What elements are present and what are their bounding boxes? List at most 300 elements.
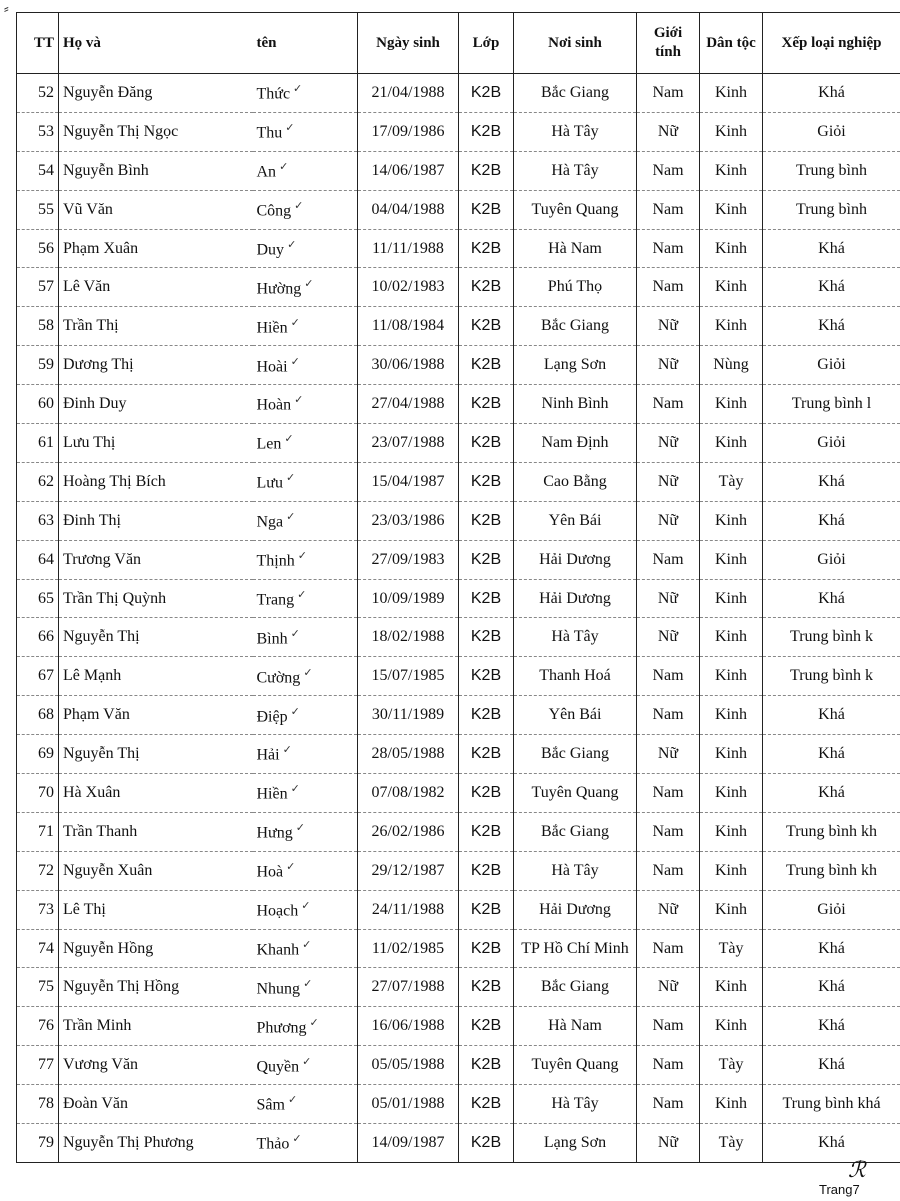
cell-dan-toc-text: Kinh	[715, 822, 747, 840]
cell-ho-text: Trương Văn	[63, 550, 142, 568]
table-row	[17, 229, 900, 268]
cell-ten	[253, 268, 358, 307]
cell-ngay-sinh	[358, 346, 459, 385]
cell-xep-loai-text: Khá	[818, 1056, 845, 1074]
cell-noi-sinh-text: Bắc Giang	[541, 822, 609, 840]
cell-dan-toc-text: Kinh	[715, 1017, 747, 1035]
cell-ho-text: Nguyễn Bình	[63, 161, 149, 179]
cell-noi-sinh	[514, 540, 637, 579]
table-row	[17, 657, 900, 696]
cell-stt-text: 61	[38, 433, 54, 451]
cell-noi-sinh	[514, 618, 637, 657]
cell-xep-loai-text: Trung bình k	[790, 667, 873, 685]
cell-ngay-sinh	[358, 851, 459, 890]
cell-ngay-sinh	[358, 618, 459, 657]
cell-xep-loai	[763, 812, 900, 851]
table-row	[17, 696, 900, 735]
cell-ngay-sinh-text: 11/02/1985	[371, 939, 445, 957]
cell-stt	[17, 501, 59, 540]
cell-xep-loai-text: Khá	[818, 278, 845, 296]
cell-stt	[17, 929, 59, 968]
cell-ngay-sinh	[358, 657, 459, 696]
cell-dan-toc	[700, 1124, 763, 1163]
cell-xep-loai-text: Trung bình k	[790, 628, 873, 646]
cell-xep-loai-text: Khá	[818, 1017, 845, 1035]
cell-stt	[17, 1124, 59, 1163]
cell-lop-text: K2B	[470, 278, 502, 296]
cell-gioi-tinh-text: Nam	[652, 1017, 684, 1035]
cell-noi-sinh-text: Bắc Giang	[541, 745, 609, 763]
cell-gioi-tinh-text: Nữ	[657, 745, 679, 763]
table-row	[17, 851, 900, 890]
cell-ten-text: Hải	[256, 746, 280, 764]
cell-ten	[253, 968, 358, 1007]
cell-dan-toc	[700, 929, 763, 968]
cell-xep-loai-text: Khá	[818, 511, 845, 529]
cell-stt-text: 65	[38, 589, 54, 607]
cell-ten	[253, 385, 358, 424]
cell-dan-toc-text: Tày	[718, 472, 744, 490]
check-mark-icon: ✓	[285, 471, 296, 485]
cell-dan-toc-text: Kinh	[715, 122, 747, 140]
check-mark-icon: ✓	[297, 587, 307, 601]
cell-ngay-sinh	[358, 268, 459, 307]
cell-noi-sinh	[514, 735, 637, 774]
cell-noi-sinh-text: Lạng Sơn	[543, 356, 607, 374]
cell-lop	[459, 74, 514, 113]
cell-lop-text: K2B	[470, 822, 502, 840]
cell-stt-text: 53	[38, 122, 54, 140]
cell-lop-text: K2B	[470, 200, 502, 218]
cell-xep-loai	[763, 268, 900, 307]
cell-dan-toc-text: Kinh	[715, 900, 747, 918]
cell-xep-loai	[763, 618, 900, 657]
cell-gioi-tinh	[637, 696, 700, 735]
cell-xep-loai-text: Khá	[818, 589, 845, 607]
header-ten: tên	[253, 13, 358, 74]
cell-xep-loai	[763, 501, 900, 540]
cell-dan-toc	[700, 74, 763, 113]
cell-ngay-sinh	[358, 190, 459, 229]
cell-noi-sinh-text: Hải Dương	[539, 550, 611, 568]
cell-ho	[59, 890, 253, 929]
cell-ten	[253, 735, 358, 774]
check-mark-icon: ✓	[294, 393, 304, 407]
cell-lop-text: K2B	[470, 511, 502, 529]
cell-lop-text: K2B	[470, 433, 502, 451]
cell-dan-toc	[700, 657, 763, 696]
cell-xep-loai	[763, 579, 900, 618]
cell-ten-text: Sâm	[256, 1096, 285, 1114]
student-roster-table	[16, 12, 900, 1163]
scan-artifact-mark: ⸗	[4, 1, 9, 17]
check-mark-icon: ✓	[284, 432, 294, 446]
cell-dan-toc-text: Tày	[718, 1133, 744, 1151]
cell-xep-loai-text: Khá	[818, 317, 845, 335]
cell-gioi-tinh	[637, 346, 700, 385]
cell-ten	[253, 112, 358, 151]
cell-lop	[459, 424, 514, 463]
header-ngay-sinh: Ngày sinh	[358, 13, 459, 74]
cell-ho-text: Dương Thị	[63, 356, 134, 374]
cell-noi-sinh-text: Phú Thọ	[547, 278, 603, 296]
cell-lop-text: K2B	[470, 589, 502, 607]
cell-ho-text: Vương Văn	[63, 1056, 139, 1074]
cell-stt	[17, 618, 59, 657]
cell-stt	[17, 268, 59, 307]
cell-ngay-sinh	[358, 774, 459, 813]
cell-ten	[253, 579, 358, 618]
cell-dan-toc	[700, 735, 763, 774]
cell-gioi-tinh	[637, 424, 700, 463]
header-ho: Họ và	[59, 13, 253, 74]
table-row	[17, 812, 900, 851]
cell-noi-sinh	[514, 346, 637, 385]
cell-dan-toc-text: Kinh	[715, 1095, 747, 1113]
cell-lop-text: K2B	[470, 628, 502, 646]
cell-gioi-tinh-text: Nữ	[657, 356, 679, 374]
cell-gioi-tinh-text: Nam	[652, 83, 684, 101]
cell-stt	[17, 968, 59, 1007]
cell-xep-loai-text: Trung bình khá	[782, 1095, 881, 1113]
cell-xep-loai	[763, 229, 900, 268]
cell-dan-toc-text: Kinh	[715, 511, 747, 529]
cell-xep-loai-text: Giỏi	[817, 122, 846, 140]
cell-stt-text: 75	[38, 978, 54, 996]
cell-ngay-sinh-text: 11/08/1984	[371, 317, 445, 335]
cell-ho-text: Trần Thị Quỳnh	[63, 589, 167, 607]
cell-ho	[59, 774, 253, 813]
cell-ho-text: Lê Mạnh	[63, 667, 122, 685]
cell-gioi-tinh	[637, 462, 700, 501]
cell-ngay-sinh	[358, 579, 459, 618]
cell-dan-toc-text: Kinh	[715, 317, 747, 335]
cell-ten-text: Nhung	[256, 980, 301, 998]
cell-noi-sinh	[514, 968, 637, 1007]
cell-xep-loai-text: Trung bình kh	[786, 822, 877, 840]
page-number: Trang7	[819, 1182, 860, 1197]
cell-lop	[459, 696, 514, 735]
table-row	[17, 424, 900, 463]
cell-gioi-tinh	[637, 1007, 700, 1046]
cell-ngay-sinh	[358, 229, 459, 268]
check-mark-icon: ✓	[282, 743, 292, 757]
check-mark-icon: ✓	[285, 121, 295, 135]
cell-ten	[253, 812, 358, 851]
cell-gioi-tinh	[637, 112, 700, 151]
table-row	[17, 268, 900, 307]
cell-ngay-sinh	[358, 501, 459, 540]
cell-ten-text: Hường	[256, 280, 302, 298]
cell-ten-text: Thịnh	[256, 552, 295, 570]
cell-ngay-sinh	[358, 462, 459, 501]
cell-ho	[59, 385, 253, 424]
cell-gioi-tinh	[637, 735, 700, 774]
cell-gioi-tinh-text: Nam	[652, 783, 684, 801]
cell-xep-loai	[763, 424, 900, 463]
cell-ngay-sinh-text: 27/07/1988	[371, 978, 445, 996]
cell-noi-sinh-text: Thanh Hoá	[539, 667, 611, 685]
cell-xep-loai-text: Giỏi	[817, 356, 846, 374]
cell-gioi-tinh	[637, 501, 700, 540]
cell-stt-text: 73	[38, 900, 54, 918]
check-mark-icon: ✓	[302, 1054, 312, 1068]
cell-stt	[17, 1007, 59, 1046]
cell-ho-text: Trần Thị	[63, 317, 119, 335]
cell-xep-loai	[763, 307, 900, 346]
cell-ten-text: Lưu	[256, 474, 283, 492]
cell-stt-text: 56	[38, 239, 54, 257]
cell-ngay-sinh-text: 29/12/1987	[371, 861, 445, 879]
cell-dan-toc-text: Kinh	[715, 278, 747, 296]
check-mark-icon: ✓	[304, 276, 314, 290]
table-row	[17, 579, 900, 618]
handwritten-initial: ℛ	[848, 1158, 866, 1183]
cell-stt-text: 58	[38, 317, 54, 335]
cell-lop	[459, 112, 514, 151]
cell-dan-toc	[700, 618, 763, 657]
cell-stt-text: 72	[38, 861, 54, 879]
cell-dan-toc	[700, 540, 763, 579]
cell-dan-toc	[700, 151, 763, 190]
cell-noi-sinh-text: TP Hồ Chí Minh	[521, 939, 629, 957]
cell-ho-text: Nguyễn Thị	[63, 745, 140, 763]
check-mark-icon: ✓	[290, 782, 300, 796]
cell-lop	[459, 890, 514, 929]
cell-lop	[459, 1124, 514, 1163]
cell-ho-text: Lê Văn	[63, 278, 111, 296]
cell-stt-text: 77	[38, 1056, 54, 1074]
cell-ho	[59, 540, 253, 579]
cell-lop-text: K2B	[470, 472, 502, 490]
cell-ngay-sinh	[358, 74, 459, 113]
cell-noi-sinh-text: Hà Tây	[551, 861, 599, 879]
cell-ten-text: Hưng	[256, 824, 293, 842]
cell-noi-sinh	[514, 696, 637, 735]
table-row	[17, 540, 900, 579]
cell-ho	[59, 229, 253, 268]
cell-stt	[17, 851, 59, 890]
cell-ho	[59, 812, 253, 851]
cell-gioi-tinh-text: Nam	[652, 667, 684, 685]
cell-noi-sinh	[514, 657, 637, 696]
cell-xep-loai	[763, 112, 900, 151]
cell-noi-sinh-text: Bắc Giang	[541, 978, 609, 996]
cell-gioi-tinh-text: Nữ	[657, 900, 679, 918]
cell-stt-text: 55	[38, 200, 54, 218]
cell-ten-text: Hoàn	[256, 396, 292, 414]
cell-ho	[59, 424, 253, 463]
header-noi-sinh: Nơi sinh	[514, 13, 637, 74]
table-header-row	[17, 13, 900, 74]
cell-stt-text: 54	[38, 161, 54, 179]
cell-noi-sinh	[514, 501, 637, 540]
cell-ten	[253, 696, 358, 735]
cell-xep-loai-text: Khá	[818, 783, 845, 801]
cell-ten	[253, 929, 358, 968]
cell-ho	[59, 268, 253, 307]
cell-ho-text: Hoàng Thị Bích	[63, 472, 166, 490]
cell-xep-loai-text: Giỏi	[817, 433, 846, 451]
cell-lop-text: K2B	[470, 161, 502, 179]
cell-xep-loai-text: Khá	[818, 1133, 845, 1151]
cell-ten	[253, 851, 358, 890]
cell-lop-text: K2B	[470, 745, 502, 763]
cell-xep-loai	[763, 346, 900, 385]
cell-dan-toc	[700, 696, 763, 735]
cell-ngay-sinh-text: 27/09/1983	[371, 550, 445, 568]
cell-ngay-sinh-text: 30/11/1989	[371, 706, 445, 724]
cell-ten	[253, 774, 358, 813]
cell-gioi-tinh	[637, 229, 700, 268]
cell-noi-sinh-text: Hà Tây	[551, 122, 599, 140]
cell-noi-sinh	[514, 462, 637, 501]
cell-ho-text: Phạm Văn	[63, 706, 130, 724]
cell-dan-toc	[700, 1085, 763, 1124]
cell-xep-loai	[763, 890, 900, 929]
table-row	[17, 385, 900, 424]
cell-noi-sinh	[514, 1124, 637, 1163]
cell-ho-text: Lê Thị	[63, 900, 106, 918]
cell-stt-text: 52	[38, 83, 54, 101]
cell-lop	[459, 812, 514, 851]
table-row	[17, 618, 900, 657]
cell-noi-sinh	[514, 268, 637, 307]
cell-dan-toc-text: Kinh	[715, 978, 747, 996]
cell-ngay-sinh	[358, 307, 459, 346]
table-row	[17, 774, 900, 813]
cell-gioi-tinh	[637, 890, 700, 929]
cell-ho-text: Nguyễn Xuân	[63, 861, 153, 879]
cell-ngay-sinh	[358, 385, 459, 424]
cell-gioi-tinh-text: Nam	[652, 278, 684, 296]
table-row	[17, 735, 900, 774]
cell-ten-text: Trang	[256, 591, 295, 609]
cell-ngay-sinh	[358, 151, 459, 190]
cell-noi-sinh	[514, 579, 637, 618]
cell-dan-toc	[700, 268, 763, 307]
cell-ho	[59, 1007, 253, 1046]
cell-ten-text: Cường	[256, 668, 301, 686]
cell-ngay-sinh-text: 30/06/1988	[371, 356, 445, 374]
cell-gioi-tinh	[637, 190, 700, 229]
cell-stt	[17, 1085, 59, 1124]
cell-xep-loai	[763, 1085, 900, 1124]
cell-ngay-sinh-text: 07/08/1982	[371, 783, 445, 801]
cell-dan-toc	[700, 812, 763, 851]
cell-noi-sinh	[514, 151, 637, 190]
cell-ngay-sinh-text: 05/01/1988	[371, 1095, 445, 1113]
cell-lop	[459, 385, 514, 424]
cell-dan-toc-text: Kinh	[715, 161, 747, 179]
cell-ho	[59, 696, 253, 735]
table-row	[17, 929, 900, 968]
cell-xep-loai	[763, 151, 900, 190]
cell-lop	[459, 307, 514, 346]
header-xep-loai: Xếp loại nghiệp	[763, 13, 900, 74]
cell-stt-text: 64	[38, 550, 54, 568]
cell-ten-text: Len	[256, 435, 282, 453]
cell-xep-loai-text: Khá	[818, 83, 845, 101]
cell-ten-text: Hiền	[256, 318, 288, 336]
cell-noi-sinh	[514, 812, 637, 851]
cell-ho	[59, 1085, 253, 1124]
cell-ten	[253, 1007, 358, 1046]
cell-gioi-tinh	[637, 929, 700, 968]
cell-ngay-sinh	[358, 1046, 459, 1085]
cell-stt-text: 62	[38, 472, 54, 490]
cell-xep-loai-text: Khá	[818, 706, 845, 724]
cell-dan-toc-text: Kinh	[715, 83, 747, 101]
cell-noi-sinh	[514, 385, 637, 424]
cell-gioi-tinh-text: Nữ	[657, 472, 679, 490]
cell-ho	[59, 657, 253, 696]
cell-ngay-sinh	[358, 540, 459, 579]
check-mark-icon: ✓	[303, 665, 313, 679]
cell-ngay-sinh-text: 10/09/1989	[371, 589, 445, 607]
cell-gioi-tinh-text: Nam	[652, 1056, 684, 1074]
cell-xep-loai	[763, 657, 900, 696]
cell-lop	[459, 657, 514, 696]
cell-xep-loai-text: Khá	[818, 745, 845, 763]
cell-gioi-tinh	[637, 540, 700, 579]
cell-ten	[253, 190, 358, 229]
cell-ngay-sinh	[358, 1085, 459, 1124]
cell-ngay-sinh-text: 18/02/1988	[371, 628, 445, 646]
cell-ngay-sinh	[358, 735, 459, 774]
cell-ho	[59, 618, 253, 657]
cell-ho-text: Trần Thanh	[63, 822, 138, 840]
cell-ho-text: Hà Xuân	[63, 783, 121, 801]
cell-dan-toc	[700, 424, 763, 463]
cell-xep-loai	[763, 735, 900, 774]
cell-ho	[59, 151, 253, 190]
cell-ten-text: Công	[256, 202, 292, 220]
cell-lop	[459, 774, 514, 813]
cell-dan-toc	[700, 579, 763, 618]
cell-lop	[459, 851, 514, 890]
cell-dan-toc-text: Kinh	[715, 395, 747, 413]
cell-lop	[459, 268, 514, 307]
cell-xep-loai-text: Giỏi	[817, 900, 846, 918]
cell-ho-text: Trần Minh	[63, 1017, 132, 1035]
cell-noi-sinh-text: Nam Định	[541, 433, 609, 451]
cell-dan-toc-text: Tày	[718, 939, 744, 957]
cell-dan-toc-text: Kinh	[715, 589, 747, 607]
cell-ten-text: An	[256, 163, 277, 181]
cell-dan-toc	[700, 890, 763, 929]
cell-gioi-tinh	[637, 151, 700, 190]
cell-ten	[253, 890, 358, 929]
cell-lop	[459, 929, 514, 968]
cell-xep-loai	[763, 774, 900, 813]
cell-noi-sinh-text: Hà Nam	[548, 239, 602, 257]
cell-stt	[17, 385, 59, 424]
check-mark-icon: ✓	[287, 237, 297, 251]
check-mark-icon: ✓	[301, 898, 311, 912]
cell-dan-toc	[700, 1007, 763, 1046]
cell-gioi-tinh-text: Nam	[652, 1095, 684, 1113]
check-mark-icon: ✓	[290, 315, 300, 329]
cell-dan-toc	[700, 501, 763, 540]
cell-noi-sinh	[514, 851, 637, 890]
cell-gioi-tinh-text: Nam	[652, 939, 684, 957]
cell-stt-text: 66	[38, 628, 54, 646]
cell-lop	[459, 735, 514, 774]
cell-ten-text: Hoài	[256, 357, 288, 375]
cell-gioi-tinh-text: Nữ	[657, 978, 679, 996]
cell-lop-text: K2B	[470, 1095, 502, 1113]
